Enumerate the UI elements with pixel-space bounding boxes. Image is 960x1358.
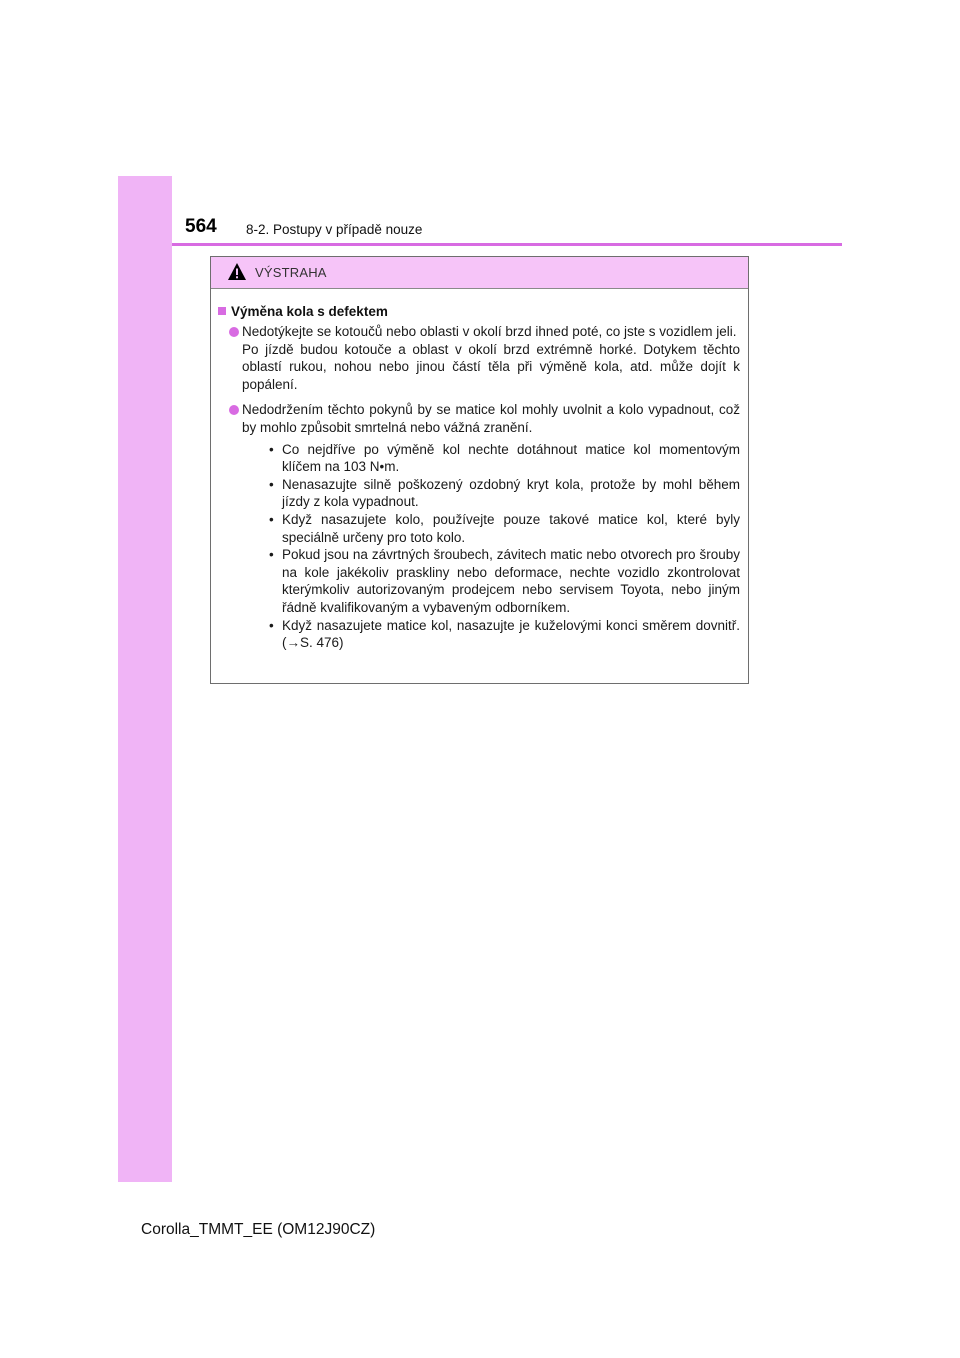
- bullet-text: Po jízdě budou kotouče a oblast v okolí brzd extrémně horké. Dotykem těchto oblastí rukou, nohou nebo jinou částí těla při výměně kola, atd. může dojít k popálení.: [242, 341, 740, 392]
- dot-bullet-icon: •: [269, 511, 274, 527]
- warning-triangle-icon: [227, 262, 247, 281]
- square-bullet-icon: [218, 307, 226, 315]
- sub-list-item: [266, 441, 740, 476]
- sub-list: [266, 441, 740, 652]
- dot-bullet-icon: •: [269, 547, 274, 563]
- dot-bullet-icon: •: [269, 441, 274, 457]
- circle-bullet-icon: [229, 405, 239, 415]
- warning-body: [211, 289, 748, 652]
- subsection-heading-text: Výměna kola s defektem: [231, 304, 388, 319]
- warning-header: [211, 257, 748, 289]
- section-title: 8-2. Postupy v případě nouze: [246, 222, 423, 237]
- subsection-heading: [218, 303, 740, 321]
- sub-item-text: Nenasazujte silně poškozený ozdobný kryt kola, protože by mohl během jízdy z kola vypadnout.: [282, 476, 740, 510]
- sub-list-item: [266, 476, 740, 511]
- sub-list-item: [266, 511, 740, 546]
- warning-title: VÝSTRAHA: [255, 265, 327, 280]
- warning-bullet: [218, 323, 740, 393]
- bullet-text: Nedodržením těchto pokynů by se matice kol mohly uvolnit a kolo vypadnout, což by mohlo způsobit smrtelná nebo vážná zranění.: [242, 402, 740, 435]
- sub-item-text: Když nasazujete matice kol, nasazujte je kuželovými konci směrem dovnitř. (→S. 476): [282, 617, 740, 651]
- chapter-side-band: [118, 176, 172, 1182]
- footer-document-id: Corolla_TMMT_EE (OM12J90CZ): [141, 1221, 376, 1238]
- header-divider: [172, 243, 842, 246]
- sub-item-text: Co nejdříve po výměně kol nechte dotáhnout matice kol momentovým klíčem na 103 N•m.: [282, 441, 740, 475]
- sub-list-item: [266, 617, 740, 652]
- page-number: 564: [185, 216, 217, 237]
- sub-item-text: Když nasazujete kolo, používejte pouze takové matice kol, které byly speciálně určeny pro toto kolo.: [282, 511, 740, 545]
- dot-bullet-icon: •: [269, 617, 274, 633]
- warning-bullet: [218, 401, 740, 651]
- circle-bullet-icon: [229, 327, 239, 337]
- bullet-text: Nedotýkejte se kotoučů nebo oblasti v okolí brzd ihned poté, co jste s vozidlem jeli.: [242, 324, 737, 339]
- sub-list-item: [266, 546, 740, 616]
- dot-bullet-icon: •: [269, 476, 274, 492]
- sub-item-text: Pokud jsou na závrtných šroubech, závitech matic nebo otvorech pro šrouby na kole jakékoliv praskliny nebo deformace, nechte vozidlo zkontrolovat kterýmkoliv autorizovaným prodejcem nebo servisem Toyota, nebo jiným řádně kvalifikovaným a vybaveným odborníkem.: [282, 547, 740, 615]
- warning-box: [210, 256, 749, 684]
